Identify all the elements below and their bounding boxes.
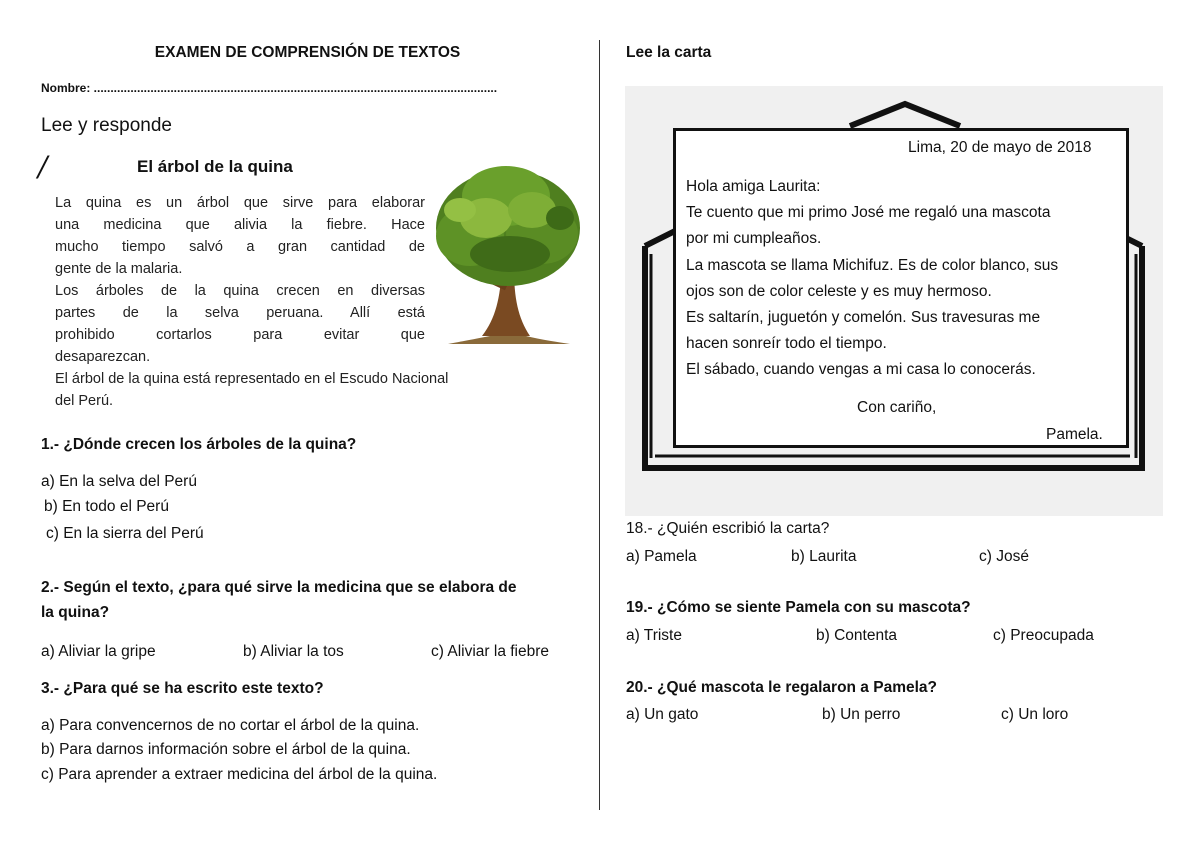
reading-line: gente de la malaria. — [55, 261, 183, 277]
question-20-prompt: 20.- ¿Qué mascota le regalaron a Pamela? — [626, 679, 937, 696]
reading-line: desaparezcan. — [55, 349, 151, 365]
reading-line: mucho tiempo salvó a gran cantidad de — [55, 239, 425, 255]
letter-greeting: Hola amiga Laurita: — [686, 178, 821, 195]
question-1-option-a[interactable]: a) En la selva del Perú — [41, 473, 197, 490]
question-20-option-b[interactable]: b) Un perro — [822, 706, 901, 723]
question-2-prompt-line-2: la quina? — [41, 604, 110, 621]
letter-body-line: La mascota se llama Michifuz. Es de color blanco, sus — [686, 257, 1059, 274]
question-3-option-c[interactable]: c) Para aprender a extraer medicina del árbol de la quina. — [41, 766, 438, 783]
reading-line: partes de la selva peruana. Allí está — [55, 305, 425, 321]
tree-illustration — [430, 158, 585, 348]
letter-body-line: Es saltarín, juguetón y comelón. Sus travesuras me — [686, 309, 1041, 326]
question-2-prompt-line-1: 2.- Según el texto, ¿para qué sirve la medicina que se elabora de — [41, 579, 517, 596]
letter-closing: Con cariño, — [857, 399, 937, 416]
question-19-option-a[interactable]: a) Triste — [626, 627, 682, 644]
letter-body-line: por mi cumpleaños. — [686, 230, 822, 247]
section-heading-read-answer: Lee y responde — [41, 115, 172, 136]
question-1-prompt: 1.- ¿Dónde crecen los árboles de la quina? — [41, 436, 357, 453]
question-18-option-c[interactable]: c) José — [979, 548, 1029, 565]
question-18-option-b[interactable]: b) Laurita — [791, 548, 857, 565]
question-18-option-a[interactable]: a) Pamela — [626, 548, 697, 565]
reading-title: El árbol de la quina — [137, 157, 293, 176]
exam-title: EXAMEN DE COMPRENSIÓN DE TEXTOS — [154, 44, 461, 61]
question-20-option-c[interactable]: c) Un loro — [1001, 706, 1069, 723]
reading-line: del Perú. — [55, 393, 114, 409]
question-2-option-a[interactable]: a) Aliviar la gripe — [41, 643, 156, 660]
reading-line: Los árboles de la quina crecen en diversas — [55, 283, 425, 299]
question-19-option-c[interactable]: c) Preocupada — [993, 627, 1094, 644]
question-2-option-b[interactable]: b) Aliviar la tos — [243, 643, 344, 660]
question-1-option-c[interactable]: c) En la sierra del Perú — [46, 525, 204, 542]
letter-body-line: El sábado, cuando vengas a mi casa lo conocerás. — [686, 361, 1036, 378]
letter-place-date: Lima, 20 de mayo de 2018 — [908, 139, 1092, 156]
question-3-option-a[interactable]: a) Para convencernos de no cortar el árbol de la quina. — [41, 717, 420, 734]
section-heading-read-letter: Lee la carta — [626, 44, 712, 61]
quote-mark: / — [38, 150, 48, 183]
question-2-option-c[interactable]: c) Aliviar la fiebre — [431, 643, 550, 660]
reading-line: La quina es un árbol que sirve para elaborar — [55, 195, 425, 211]
name-field-label: Nombre: ......................................................................................................................... — [41, 81, 498, 95]
question-19-prompt: 19.- ¿Cómo se siente Pamela con su mascota? — [626, 599, 971, 616]
letter-signature: Pamela. — [1046, 426, 1103, 443]
question-3-option-b[interactable]: b) Para darnos información sobre el árbol de la quina. — [41, 741, 411, 758]
question-1-option-b[interactable]: b) En todo el Perú — [44, 498, 169, 515]
letter-body-line: hacen sonreír todo el tiempo. — [686, 335, 887, 352]
question-20-option-a[interactable]: a) Un gato — [626, 706, 699, 723]
reading-line: El árbol de la quina está representado en el Escudo Nacional — [55, 371, 449, 387]
reading-line: una medicina que alivia la fiebre. Hace — [55, 217, 425, 233]
column-divider — [599, 40, 600, 810]
reading-line: prohibido cortarlos para evitar que — [55, 327, 425, 343]
question-18-prompt: 18.- ¿Quién escribió la carta? — [626, 520, 830, 537]
letter-body-line: ojos son de color celeste y es muy hermoso. — [686, 283, 992, 300]
question-3-prompt: 3.- ¿Para qué se ha escrito este texto? — [41, 680, 324, 697]
question-19-option-b[interactable]: b) Contenta — [816, 627, 897, 644]
letter-body-line: Te cuento que mi primo José me regaló una mascota — [686, 204, 1051, 221]
